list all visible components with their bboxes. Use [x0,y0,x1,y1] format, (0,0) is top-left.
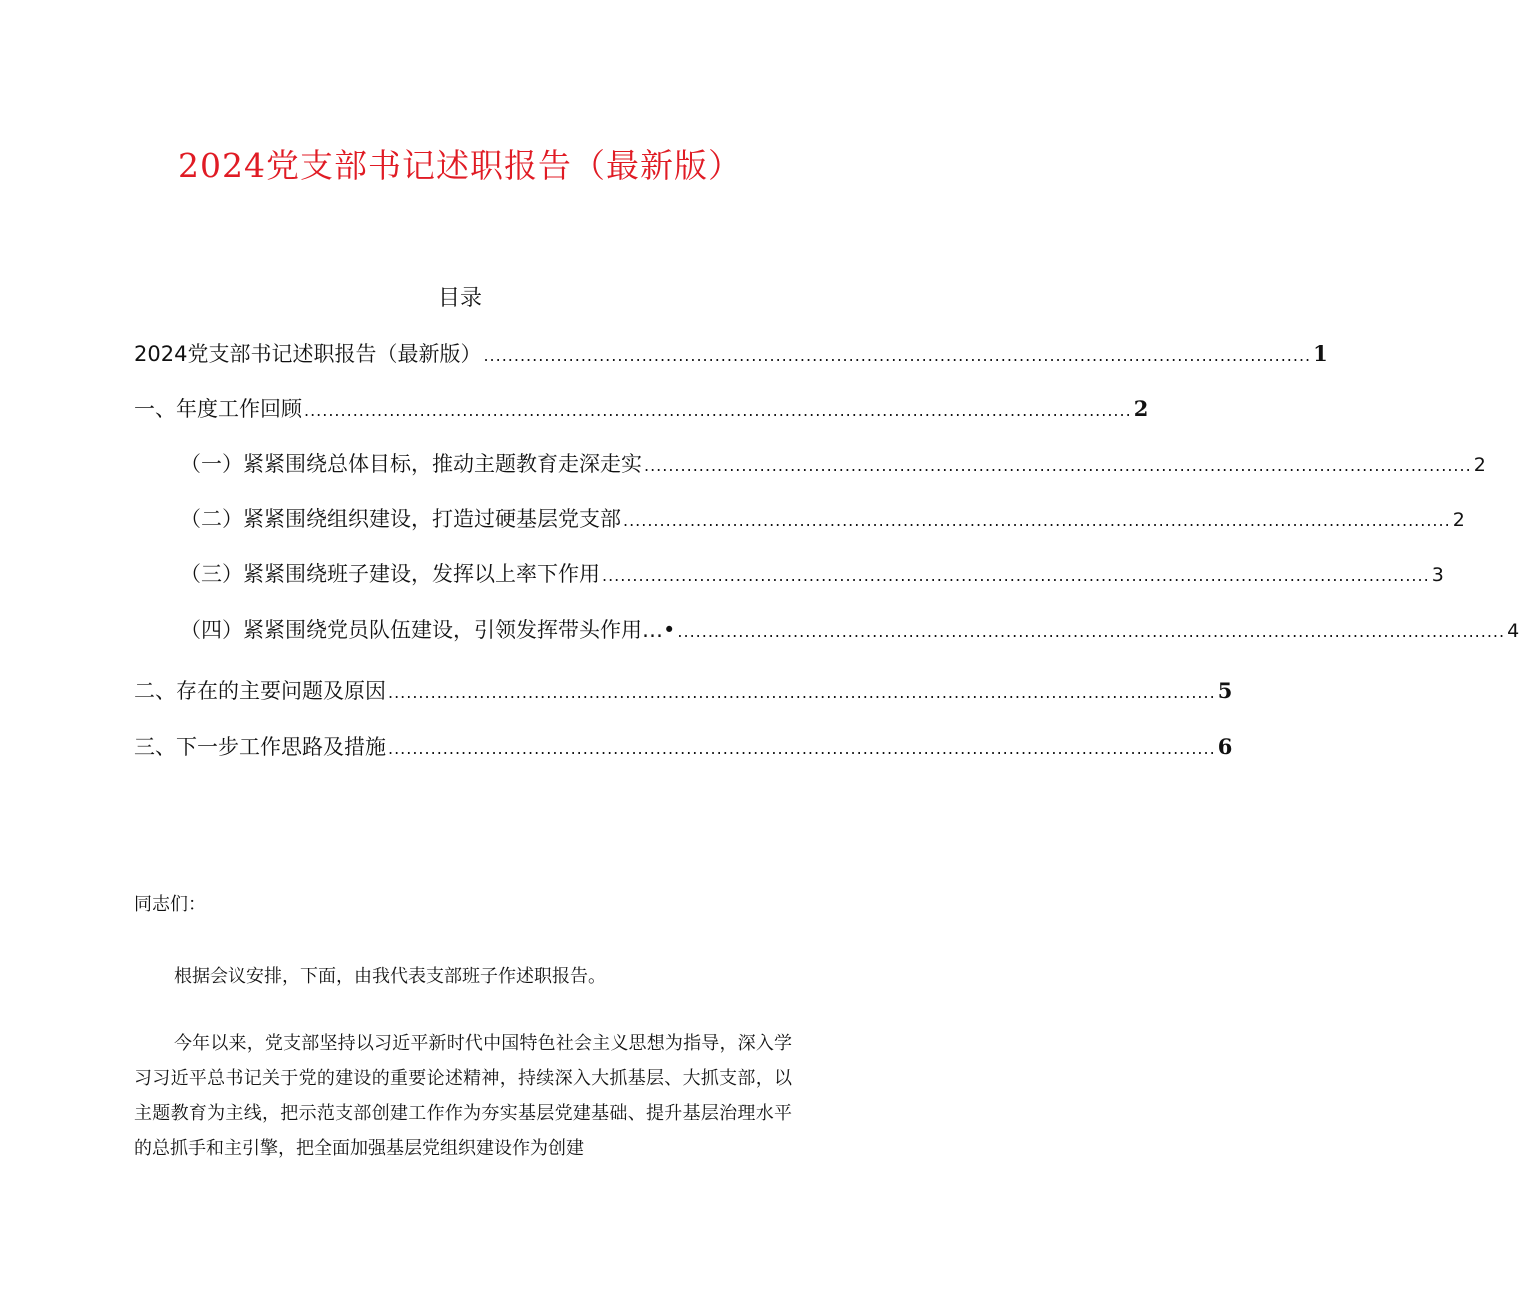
toc-entry-label: 2024党支部书记述职报告（最新版） [134,342,482,366]
toc-page-number: 2 [1133,396,1149,421]
toc-entry-label: 一、年度工作回顾 [134,397,302,421]
toc-leader-dots: ........................................................................................................................................ [388,739,1216,758]
toc-page-number: 1 [1313,341,1328,366]
toc-entry-label: （四）紧紧围绕党员队伍建设，引领发挥带头作用…• [180,618,676,642]
toc-entry-subsection-1-4[interactable] [180,614,1519,644]
toc-entry-subsection-1-3[interactable] [180,558,1444,588]
toc-entry-label: 二、存在的主要问题及原因 [134,679,386,703]
toc-entry-subsection-1-1[interactable] [180,448,1486,478]
toc-entry-label: （三）紧紧围绕班子建设，发挥以上率下作用 [180,562,600,586]
toc-page-number: 6 [1217,734,1233,759]
toc-leader-dots: ........................................................................................................................................ [602,566,1430,585]
toc-heading: 目录 [437,286,482,311]
toc-leader-dots: ........................................................................................................................................ [483,346,1312,365]
toc-entry-section-1[interactable] [134,393,1149,423]
toc-entry-section-3[interactable] [134,731,1233,761]
salutation: 同志们： [134,894,206,915]
toc-entry-label: （二）紧紧围绕组织建设，打造过硬基层党支部 [180,507,621,531]
paragraph-opening: 根据会议安排，下面，由我代表支部班子作述职报告。 [174,966,606,987]
toc-leader-dots: ........................................................................................................................................ [623,511,1451,530]
toc-entry-label: （一）紧紧围绕总体目标，推动主题教育走深走实 [180,452,642,476]
toc-leader-dots: ........................................................................................................................................ [388,683,1216,702]
toc-leader-dots: ........................................................................................................................................ [677,622,1506,641]
toc-page-number: 4 [1507,620,1519,642]
toc-page-number: 2 [1473,454,1486,476]
toc-page-number: 5 [1217,678,1233,703]
toc-page-number: 2 [1452,509,1465,531]
toc-entry-title[interactable] [134,338,1328,368]
toc-leader-dots: ........................................................................................................................................ [304,401,1132,420]
document-title: 2024党支部书记述职报告（最新版） [178,146,742,185]
toc-page-number: 3 [1431,564,1444,586]
toc-entry-section-2[interactable] [134,675,1233,705]
toc-entry-label: 三、下一步工作思路及措施 [134,735,386,759]
toc-entry-subsection-1-2[interactable] [180,503,1465,533]
toc-leader-dots: ........................................................................................................................................ [644,456,1472,475]
paragraph-body: 今年以来，党支部坚持以习近平新时代中国特色社会主义思想为指导，深入学习习近平总书记关于党的建设的重要论述精神，持续深入大抓基层、大抓支部，以主题教育为主线，把示范支部创建工作作为夯实基层党建基础、提升基层治理水平的总抓手和主引擎，把全面加强基层党组织建设作为创建 [134,1033,792,1159]
